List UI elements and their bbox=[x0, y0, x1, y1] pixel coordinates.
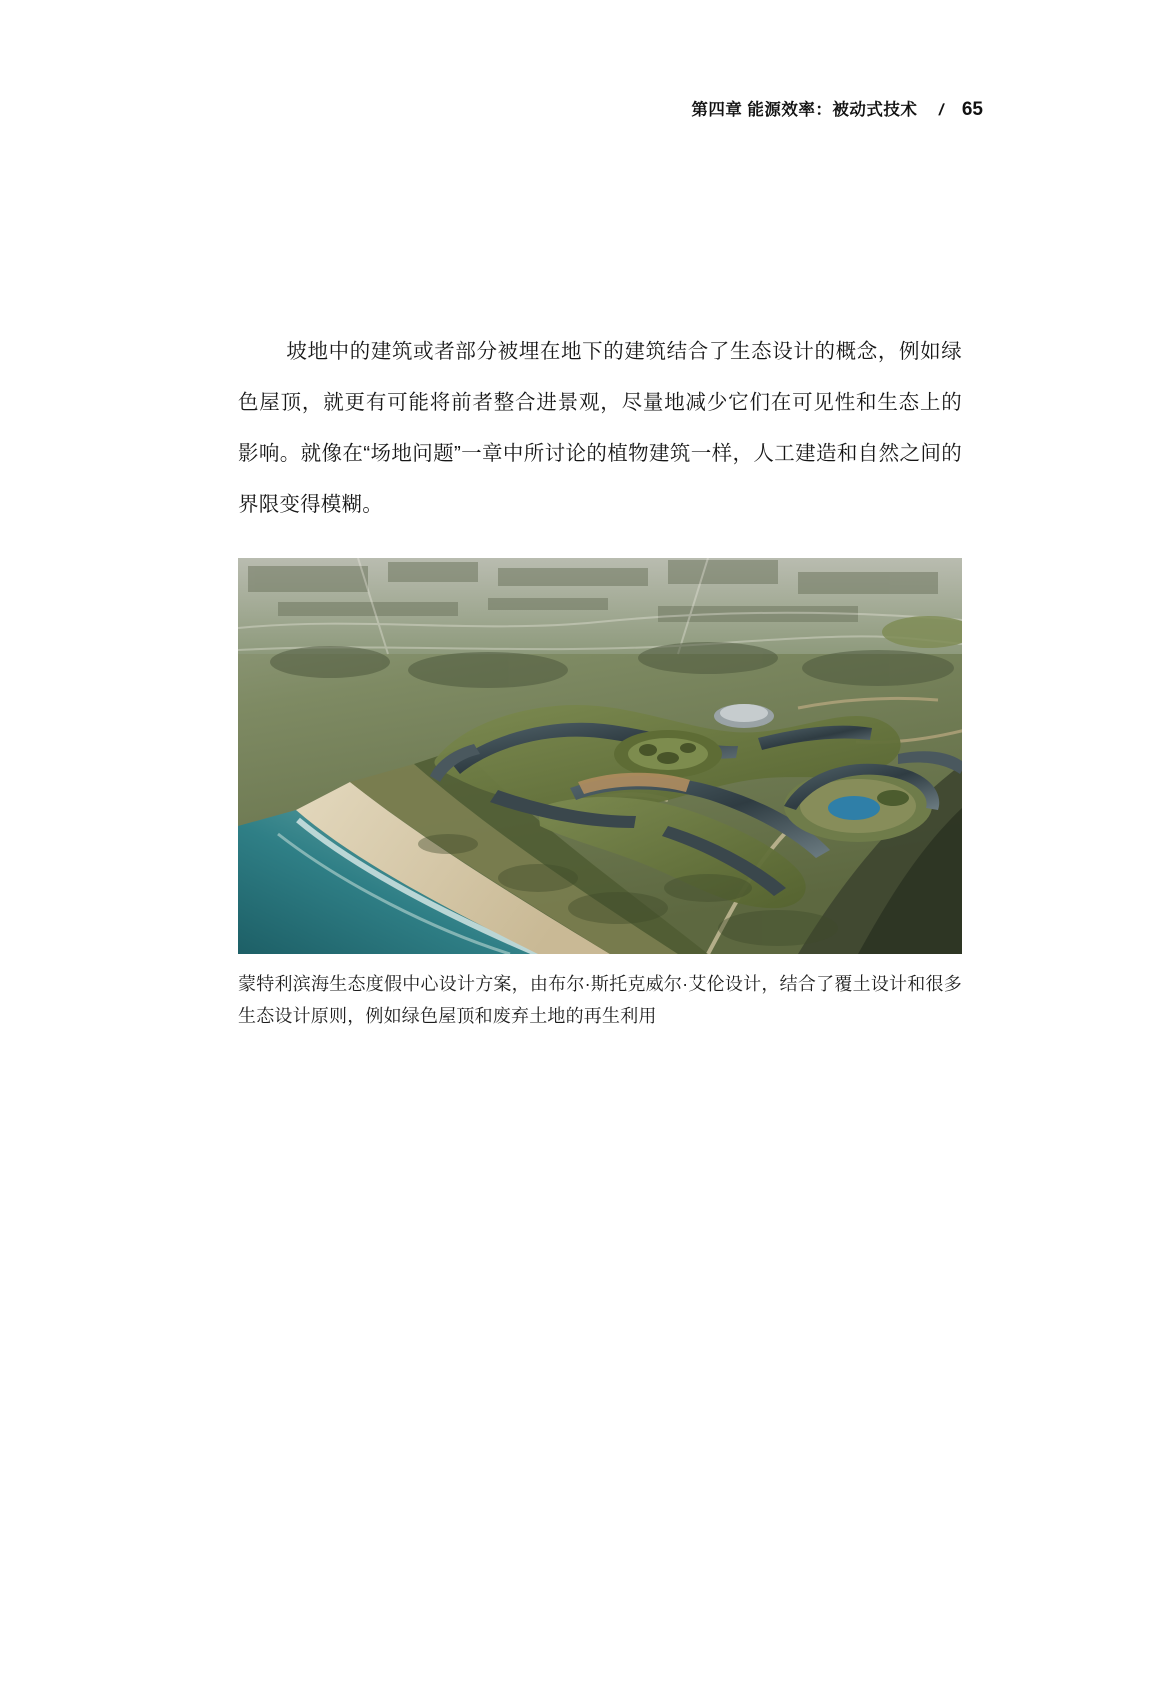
paragraph-text: 坡地中的建筑或者部分被埋在地下的建筑结合了生态设计的概念，例如绿色屋顶，就更有可能将前者整合进景观，尽量地减少它们在可见性和生态上的影响。就像在“场地问题”一章中所讨论的植物建筑一样，人工建造和自然之间的界限变得模糊。 bbox=[238, 339, 962, 516]
figure-image bbox=[238, 558, 962, 954]
figure bbox=[238, 558, 962, 1032]
chapter-title: 第四章 能源效率：被动式技术 bbox=[691, 101, 918, 119]
running-header bbox=[691, 96, 983, 121]
aerial-render-illustration bbox=[238, 558, 962, 954]
page-number: 65 bbox=[961, 99, 983, 120]
body-paragraph bbox=[238, 326, 962, 530]
header-separator: / bbox=[937, 102, 946, 119]
figure-caption: 蒙特利滨海生态度假中心设计方案，由布尔·斯托克威尔·艾伦设计，结合了覆土设计和很多生态设计原则，例如绿色屋顶和废弃土地的再生利用 bbox=[238, 974, 962, 1026]
